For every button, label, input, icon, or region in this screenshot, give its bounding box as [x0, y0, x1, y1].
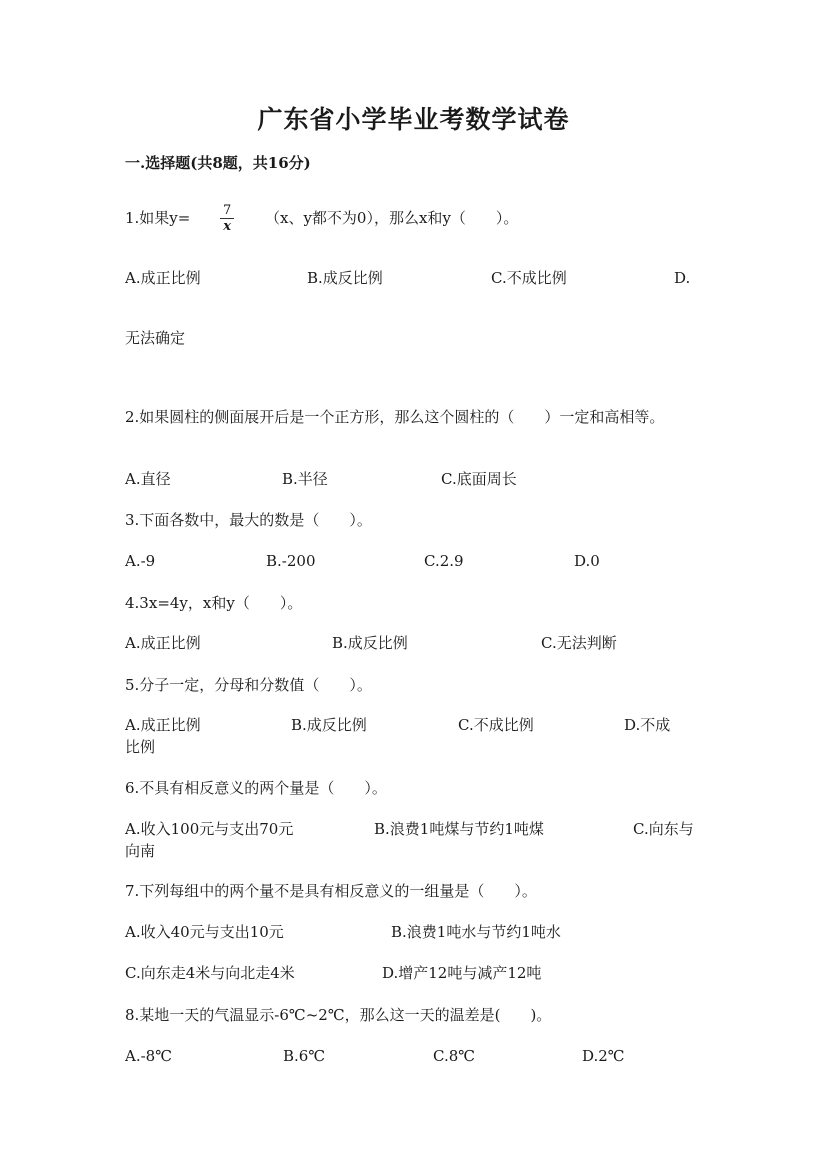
question-2-option-c: C.底面周长	[441, 470, 517, 488]
question-1-fraction	[220, 203, 234, 234]
question-5-option-d-continued: 比例	[125, 738, 156, 756]
question-8-option-d: D.2℃	[582, 1047, 625, 1065]
fraction-numerator: 7	[220, 203, 234, 219]
question-3-option-d: D.0	[574, 552, 600, 570]
question-7-option-a: A.收入40元与支出10元	[125, 923, 284, 941]
question-7-option-c: C.向东走4米与向北走4米	[125, 964, 295, 982]
page-title: 广东省小学毕业考数学试卷	[257, 105, 570, 134]
question-8-option-a: A.-8℃	[125, 1047, 172, 1065]
question-5-option-a: A.成正比例	[125, 716, 201, 734]
fraction-denominator: x	[223, 219, 232, 234]
question-4-option-a: A.成正比例	[125, 634, 201, 652]
question-6-option-a: A.收入100元与支出70元	[125, 820, 294, 838]
question-5-text: 5.分子一定，分母和分数值（ ）。	[125, 676, 372, 694]
question-6-option-b: B.浪费1吨煤与节约1吨煤	[374, 820, 544, 838]
question-3-text: 3.下面各数中，最大的数是（ ）。	[125, 511, 372, 529]
question-4-option-b: B.成反比例	[332, 634, 408, 652]
question-6-text: 6.不具有相反意义的两个量是（ ）。	[125, 779, 387, 797]
question-1-prefix: 1.如果y=	[125, 209, 191, 227]
question-5-option-c: C.不成比例	[458, 716, 534, 734]
question-8-option-c: C.8℃	[433, 1047, 476, 1065]
question-8-option-b: B.6℃	[283, 1047, 326, 1065]
question-1-option-b: B.成反比例	[307, 269, 383, 287]
question-7-text: 7.下列每组中的两个量不是具有相反意义的一组量是（ ）。	[125, 882, 537, 900]
question-3-option-b: B.-200	[266, 552, 316, 570]
question-7-option-b: B.浪费1吨水与节约1吨水	[391, 923, 561, 941]
question-7-option-d: D.增产12吨与减产12吨	[382, 964, 542, 982]
question-6-option-c-continued: 向南	[125, 842, 156, 860]
question-8-text: 8.某地一天的气温显示-6℃~2℃，那么这一天的温差是( )。	[125, 1006, 552, 1024]
question-5-option-b: B.成反比例	[291, 716, 367, 734]
question-4-option-c: C.无法判断	[541, 634, 617, 652]
question-2-text: 2.如果圆柱的侧面展开后是一个正方形，那么这个圆柱的（ ）一定和高相等。	[125, 408, 665, 426]
question-6-option-c: C.向东与	[633, 820, 694, 838]
question-2-option-a: A.直径	[125, 470, 171, 488]
section-heading: 一.选择题(共8题，共16分)	[125, 154, 311, 172]
question-3-option-c: C.2.9	[424, 552, 464, 570]
question-3-option-a: A.-9	[125, 552, 156, 570]
question-4-text: 4.3x=4y，x和y（ ）。	[125, 594, 303, 612]
question-1-option-c: C.不成比例	[491, 269, 567, 287]
question-2-option-b: B.半径	[282, 470, 328, 488]
question-1-option-d: D.	[674, 269, 691, 287]
question-1-option-d-continued: 无法确定	[125, 329, 186, 347]
question-5-option-d: D.不成	[624, 716, 671, 734]
question-1-option-a: A.成正比例	[125, 269, 201, 287]
question-1-suffix: （x、y都不为0），那么x和y（ ）。	[265, 209, 519, 227]
